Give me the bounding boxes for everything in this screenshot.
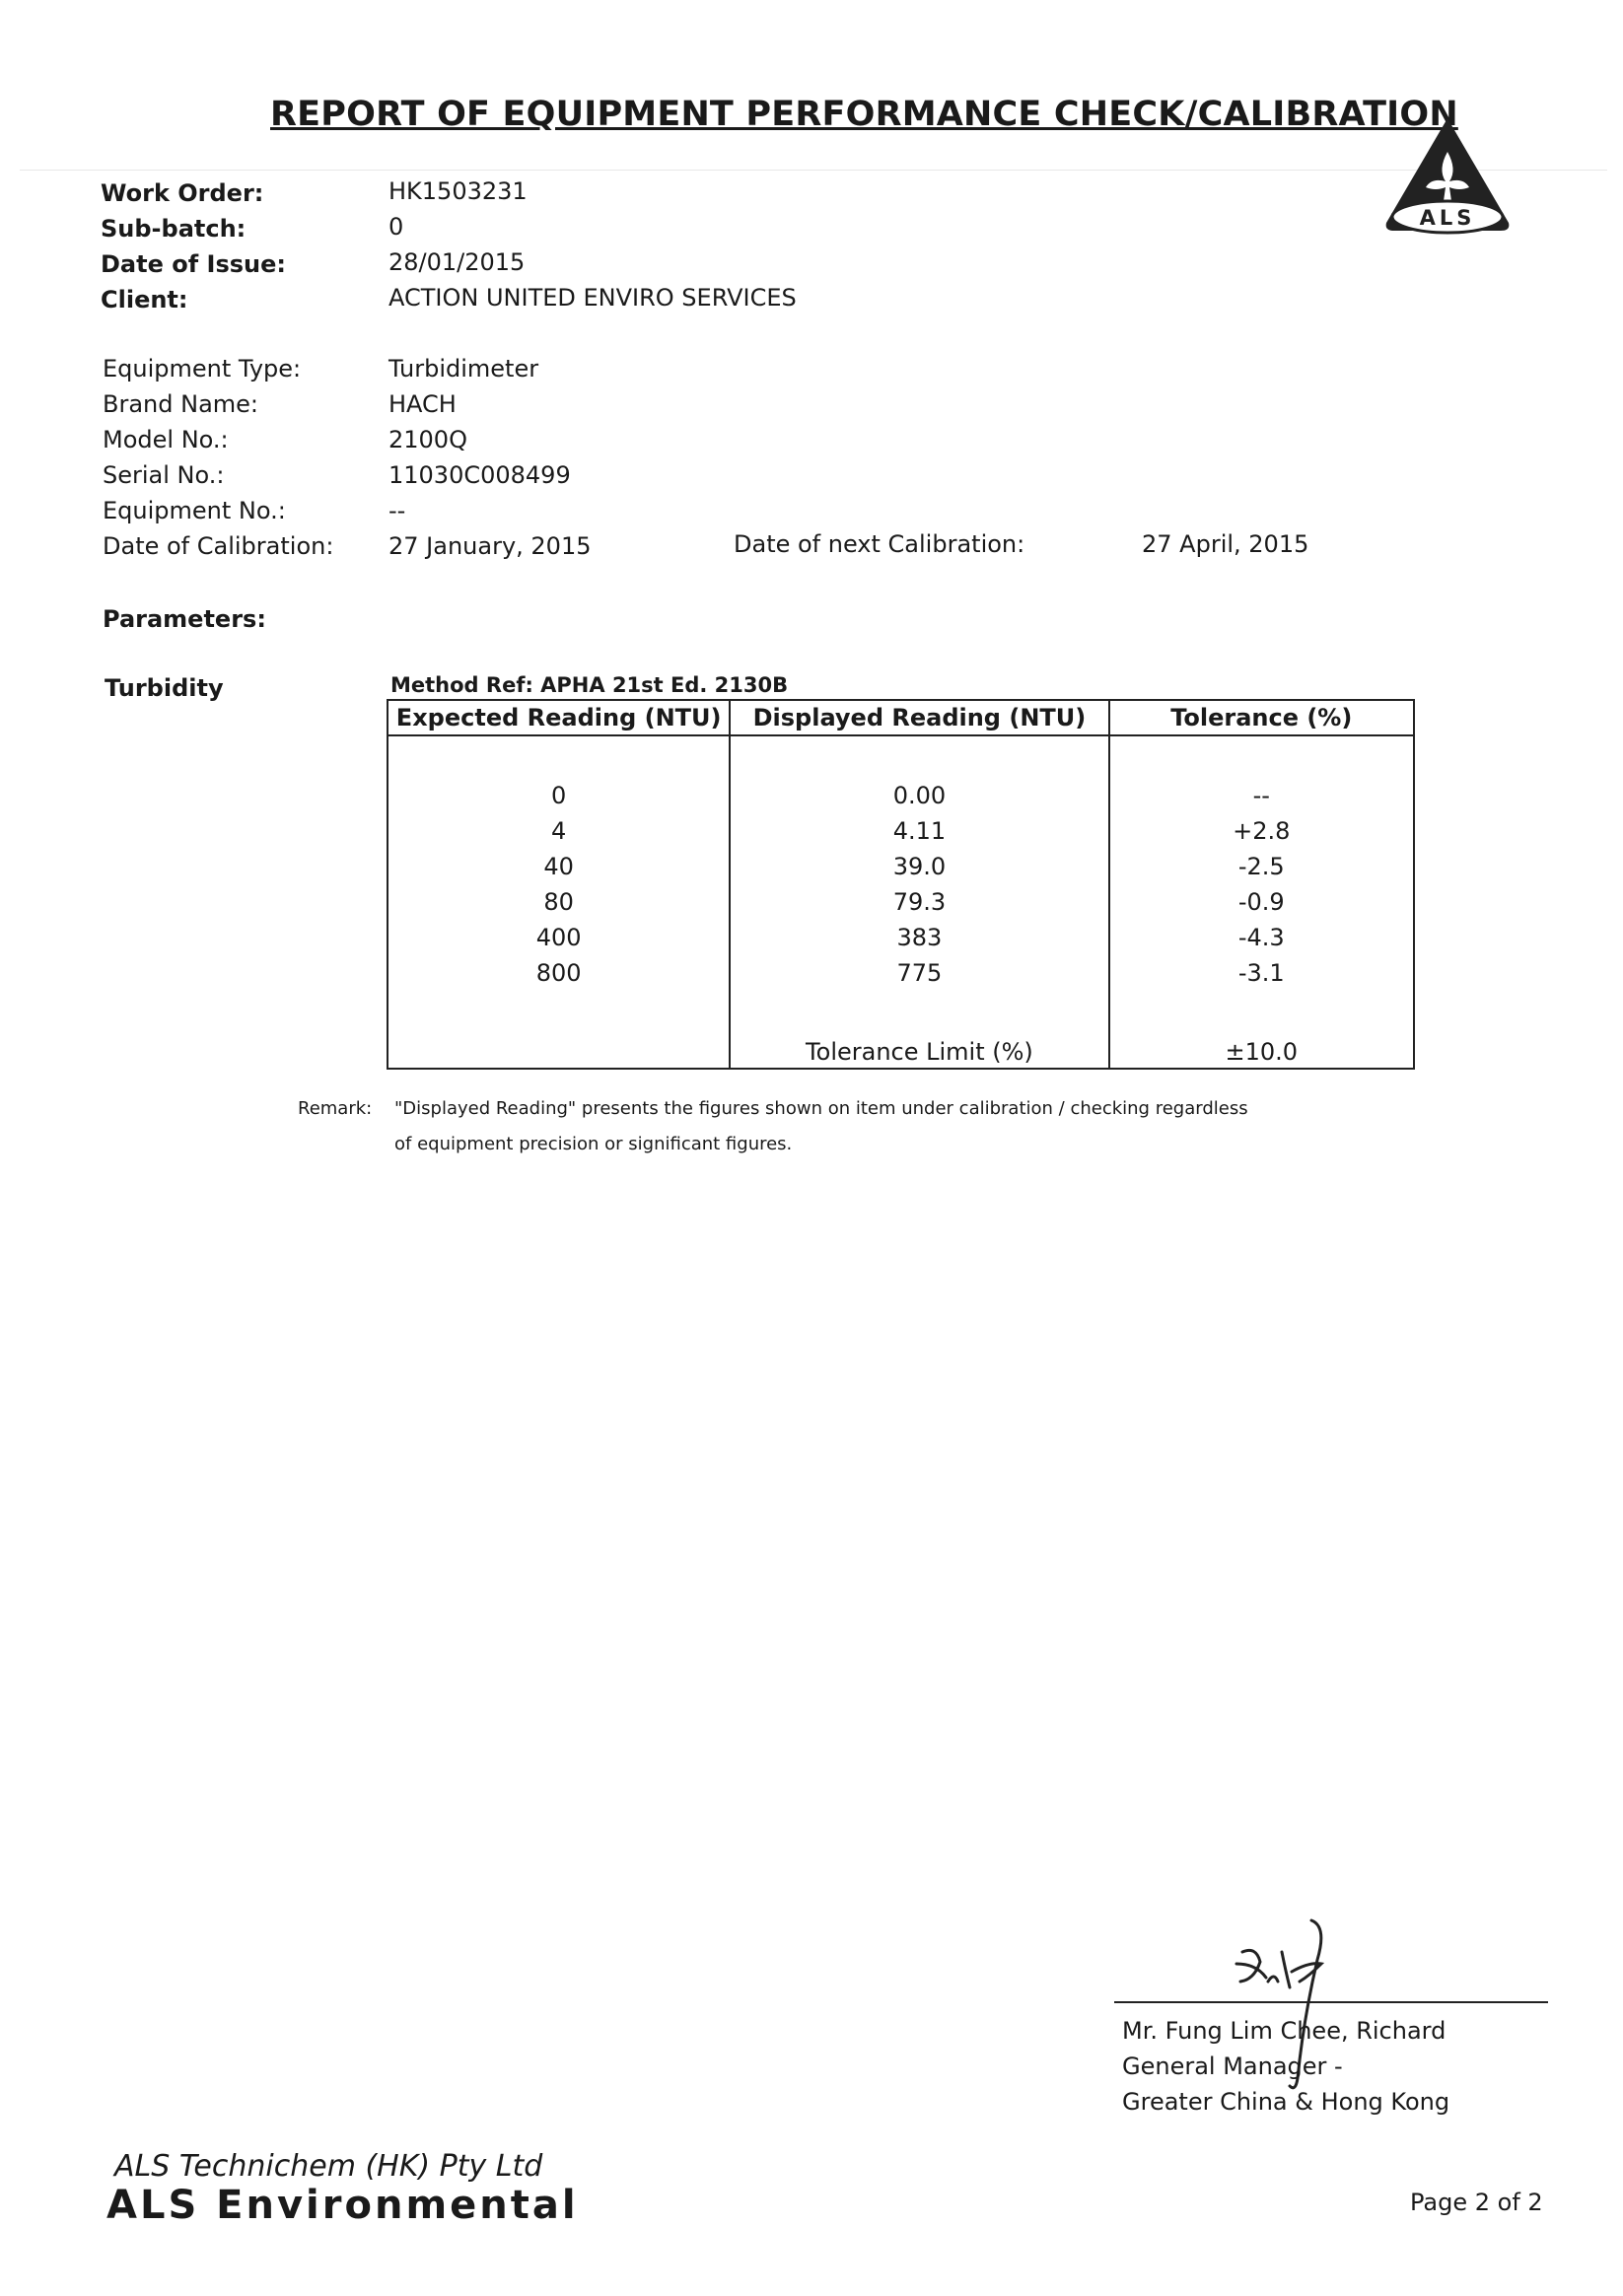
displayed-cell: 0.00: [730, 778, 1108, 813]
table-row: [388, 778, 1414, 813]
logo-text: ALS: [1419, 206, 1476, 230]
work-order-label: Work Order:: [101, 179, 264, 207]
table-row: [388, 920, 1414, 955]
equipment-type-value: Turbidimeter: [388, 355, 539, 383]
serial-no-value: 11030C008499: [388, 461, 571, 489]
next-calibration-value: 27 April, 2015: [1142, 530, 1309, 558]
client-value: ACTION UNITED ENVIRO SERVICES: [388, 284, 797, 312]
signature-line: [1114, 2001, 1548, 2003]
displayed-cell: 775: [730, 955, 1108, 991]
tolerance-limit-value: ±10.0: [1109, 1026, 1414, 1069]
displayed-reading-header: Displayed Reading (NTU): [730, 700, 1108, 735]
expected-cell: 0: [388, 778, 730, 813]
displayed-cell: 383: [730, 920, 1108, 955]
brand-wordmark: ALS Environmental: [106, 2183, 579, 2228]
signatory-name: Mr. Fung Lim Chee, Richard: [1122, 2017, 1447, 2045]
brand-name-label: Brand Name:: [103, 390, 259, 418]
remark-label: Remark:: [298, 1098, 373, 1119]
date-of-issue-label: Date of Issue:: [101, 250, 286, 278]
date-of-issue-value: 28/01/2015: [388, 248, 526, 276]
calibration-table: [387, 699, 1415, 1070]
report-title: REPORT OF EQUIPMENT PERFORMANCE CHECK/CALIBRATION: [270, 95, 1458, 134]
brand-name-value: HACH: [388, 390, 457, 418]
expected-cell: 80: [388, 884, 730, 920]
next-calibration-label: Date of next Calibration:: [734, 530, 1025, 558]
model-no-value: 2100Q: [388, 426, 467, 453]
table-row: [388, 849, 1414, 884]
tolerance-cell: -2.5: [1109, 849, 1414, 884]
signatory-region: Greater China & Hong Kong: [1122, 2088, 1450, 2116]
parameters-label: Parameters:: [103, 605, 266, 633]
work-order-value: HK1503231: [388, 177, 528, 205]
header-rule: [20, 170, 1607, 171]
serial-no-label: Serial No.:: [103, 461, 225, 489]
tolerance-cell: -3.1: [1109, 955, 1414, 991]
expected-cell: 40: [388, 849, 730, 884]
displayed-cell: 39.0: [730, 849, 1108, 884]
sub-batch-label: Sub-batch:: [101, 215, 247, 243]
company-name: ALS Technichem (HK) Pty Ltd: [114, 2149, 543, 2184]
table-row: [388, 884, 1414, 920]
tolerance-cell: -0.9: [1109, 884, 1414, 920]
model-no-label: Model No.:: [103, 426, 229, 453]
als-logo: [1378, 114, 1517, 239]
displayed-cell: 4.11: [730, 813, 1108, 849]
equipment-type-label: Equipment Type:: [103, 355, 302, 383]
expected-reading-header: Expected Reading (NTU): [388, 700, 730, 735]
tolerance-header: Tolerance (%): [1109, 700, 1414, 735]
equipment-no-value: --: [388, 497, 406, 524]
table-row: [388, 813, 1414, 849]
date-of-calibration-label: Date of Calibration:: [103, 532, 334, 560]
remark-line-2: of equipment precision or significant figures.: [394, 1134, 793, 1154]
date-of-calibration-value: 27 January, 2015: [388, 532, 592, 560]
expected-cell: 800: [388, 955, 730, 991]
tolerance-cell: --: [1109, 778, 1414, 813]
tolerance-cell: -4.3: [1109, 920, 1414, 955]
expected-cell: 4: [388, 813, 730, 849]
table-row: [388, 955, 1414, 991]
tolerance-limit-label: Tolerance Limit (%): [730, 1026, 1108, 1069]
sub-batch-value: 0: [388, 213, 404, 241]
tolerance-cell: +2.8: [1109, 813, 1414, 849]
page-number: Page 2 of 2: [1410, 2189, 1543, 2216]
remark-line-1: "Displayed Reading" presents the figures shown on item under calibration / checking regardless: [394, 1098, 1248, 1119]
tolerance-limit-row: [388, 1026, 1414, 1069]
table-header-row: [388, 700, 1414, 735]
equipment-no-label: Equipment No.:: [103, 497, 286, 524]
signatory-title: General Manager -: [1122, 2052, 1343, 2080]
expected-cell: 400: [388, 920, 730, 955]
client-label: Client:: [101, 286, 188, 313]
method-reference: Method Ref: APHA 21st Ed. 2130B: [390, 673, 789, 697]
parameter-name: Turbidity: [105, 674, 224, 702]
displayed-cell: 79.3: [730, 884, 1108, 920]
